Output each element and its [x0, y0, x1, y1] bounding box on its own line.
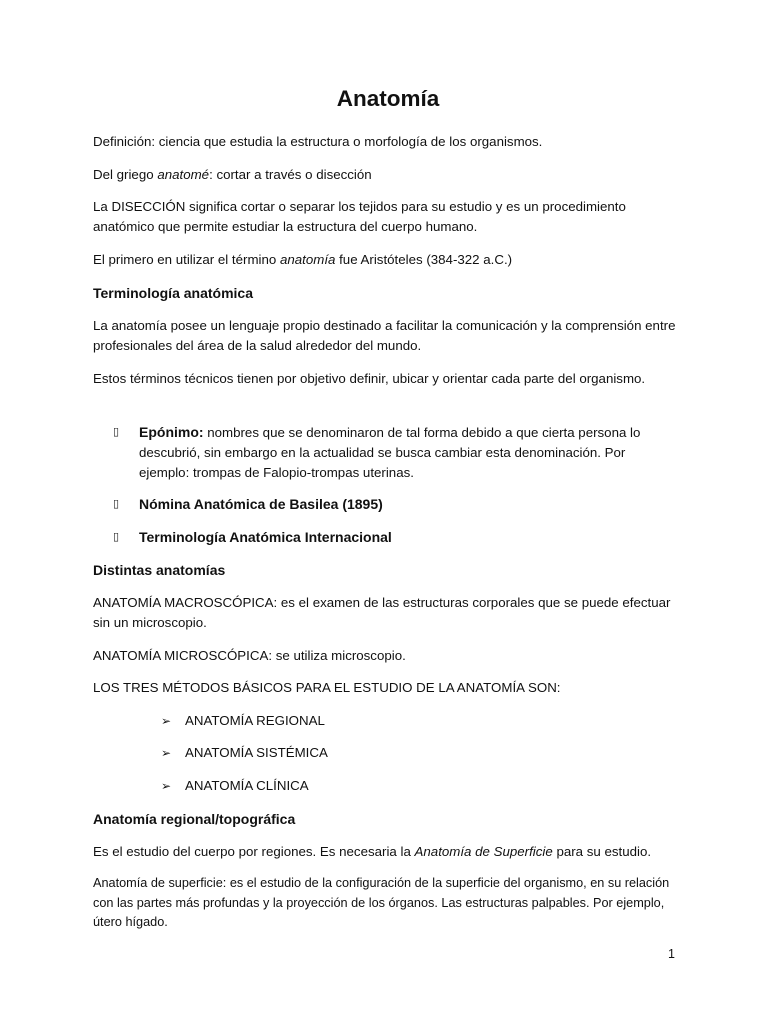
bullet-icon: ▯ [113, 426, 120, 438]
first-use-term: anatomía [279, 252, 336, 267]
page-title: Anatomía [336, 86, 440, 111]
regions-prefix: Es el estudio del cuerpo por regiones. Es necesaria la [93, 844, 415, 859]
heading-terminologia: Terminología anatómica [93, 285, 253, 301]
surface-anatomy-paragraph: Anatomía de superficie: es el estudio de la configuración de la superficie del organismo, en su relación con las partes más profundas y la proyección de los órganos. Las estructuras palpables. Por ejemplo, útero hígado. [93, 876, 670, 929]
greek-origin-paragraph [93, 165, 678, 185]
bullet-icon: ▯ [113, 498, 120, 510]
regions-paragraph [93, 842, 678, 862]
terms-paragraph: Estos términos técnicos tienen por objetivo definir, ubicar y orientar cada parte del organismo. [93, 371, 646, 386]
bullet-description: nombres que se denominaron de tal forma debido a que cierta persona lo descubrió, sin embargo en la actualidad se busca cambiar esta denominación. Por ejemplo: trompas de Falopio-trompas uterinas. [139, 425, 641, 480]
definition-paragraph: Definición: ciencia que estudia la estructura o morfología de los organismos. [93, 134, 543, 149]
greek-term: anatomé [157, 167, 210, 182]
dissection-paragraph: La DISECCIÓN significa cortar o separar los tejidos para su estudio y es un procedimiento anatómico que permite estudiar la estructura del cuerpo humano. [93, 199, 626, 234]
first-use-prefix: El primero en utilizar el término [93, 252, 280, 267]
bullet-term: Terminología Anatómica Internacional [139, 529, 392, 545]
regions-suffix: para su estudio. [552, 844, 652, 859]
bullet-term: Epónimo: [139, 424, 204, 440]
arrow-bullet-icon: ➢ [161, 746, 172, 760]
first-use-suffix: fue Aristóteles (384-322 a.C.) [335, 252, 513, 267]
heading-regional: Anatomía regional/topográfica [93, 811, 296, 827]
bullet-text [139, 494, 679, 515]
greek-origin-prefix: Del griego [93, 167, 158, 182]
bullet-icon: ▯ [113, 531, 120, 543]
methods-paragraph: LOS TRES MÉTODOS BÁSICOS PARA EL ESTUDIO DE LA ANATOMÍA SON: [93, 680, 561, 695]
regions-term: Anatomía de Superficie [414, 844, 553, 859]
first-use-paragraph [93, 250, 678, 270]
heading-distintas: Distintas anatomías [93, 562, 226, 578]
method-label: ANATOMÍA SISTÉMICA [185, 745, 328, 760]
method-label: ANATOMÍA CLÍNICA [185, 778, 309, 793]
microscopic-paragraph: ANATOMÍA MICROSCÓPICA: se utiliza microscopio. [93, 648, 406, 663]
arrow-bullet-icon: ➢ [161, 714, 172, 728]
language-paragraph: La anatomía posee un lenguaje propio destinado a facilitar la comunicación y la comprensión entre profesionales del área de la salud alrededor del mundo. [93, 318, 676, 353]
bullet-term: Nómina Anatómica de Basilea (1895) [139, 496, 383, 512]
bullet-text [139, 527, 679, 548]
greek-origin-suffix: : cortar a través o disección [209, 167, 372, 182]
method-label: ANATOMÍA REGIONAL [185, 713, 325, 728]
macroscopic-paragraph: ANATOMÍA MACROSCÓPICA: es el examen de las estructuras corporales que se puede efectuar sin un microscopio. [93, 595, 671, 630]
arrow-bullet-icon: ➢ [161, 779, 172, 793]
page-number: 1 [668, 947, 675, 961]
bullet-text [139, 422, 679, 483]
